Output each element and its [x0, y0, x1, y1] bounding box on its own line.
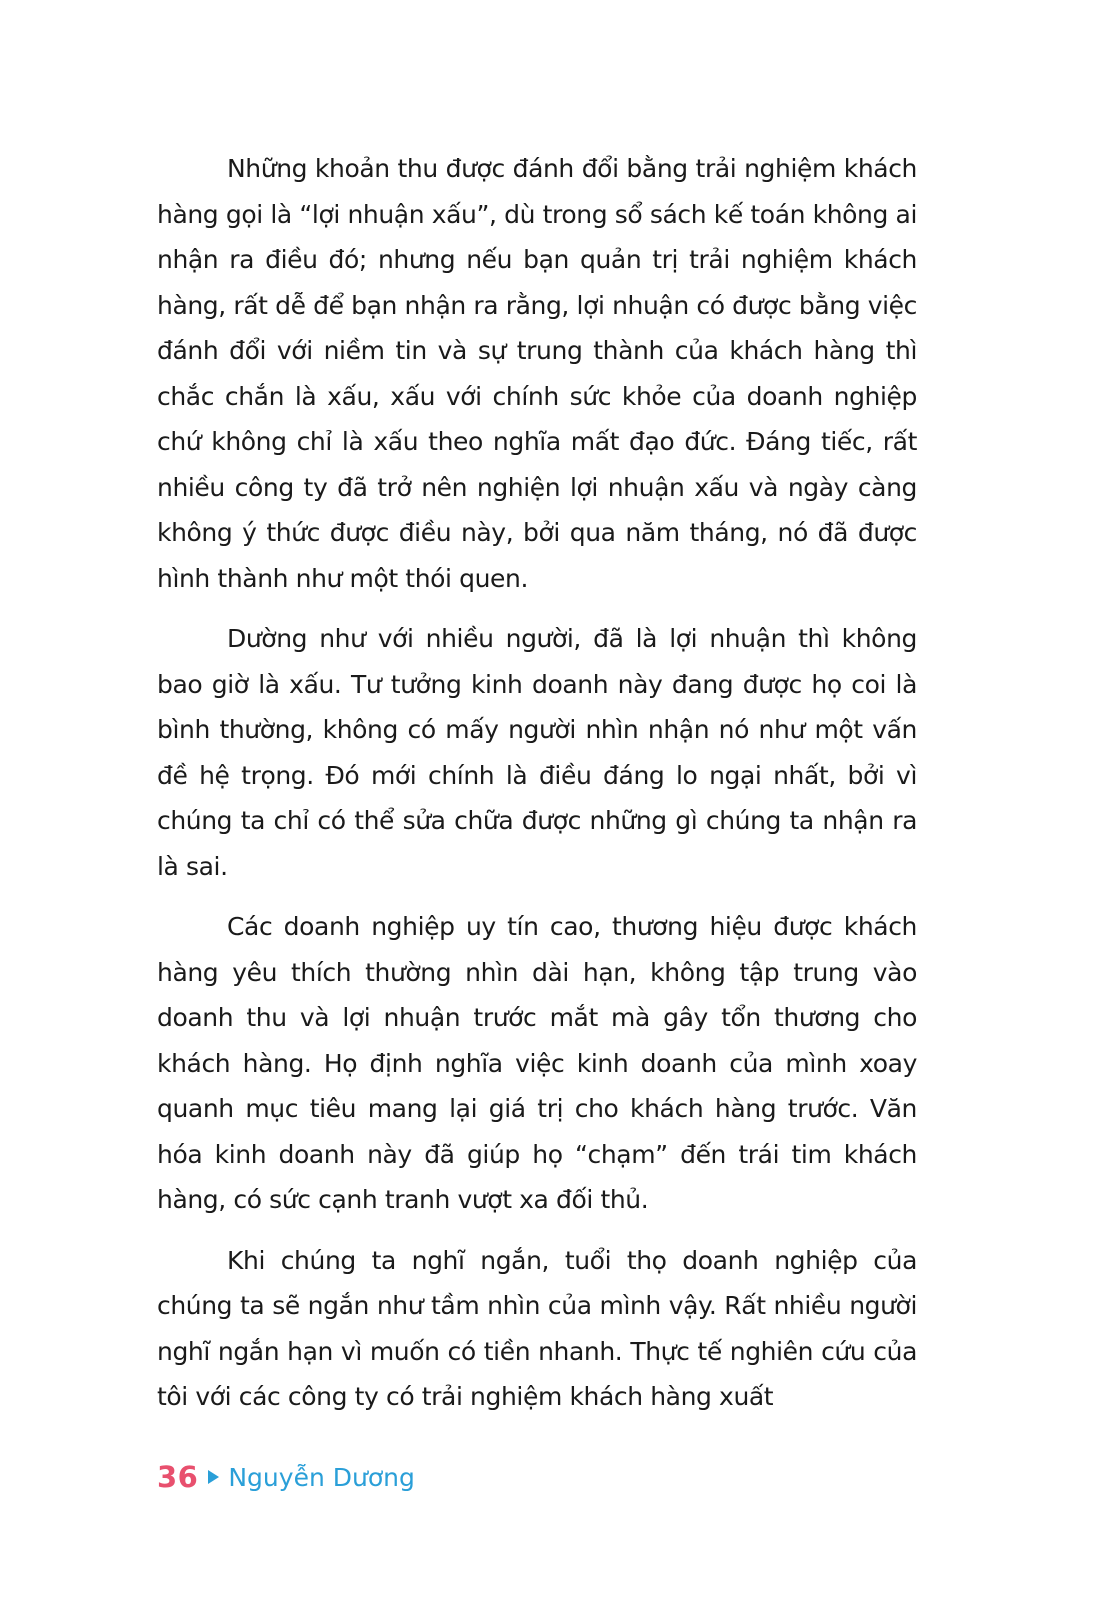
paragraph-2: Dường như với nhiều người, đã là lợi nhuận thì không bao giờ là xấu. Tư tưởng kinh doanh này đang được họ coi là bình thường, không có mấy người nhìn nhận nó như một vấn đề hệ trọng. Đó mới chính là điều đáng lo ngại nhất, bởi vì chúng ta chỉ có thể sửa chữa được những gì chúng ta nhận ra là sai.	[157, 624, 917, 881]
author-name: Nguyễn Dương	[228, 1462, 415, 1492]
page-footer	[157, 1460, 415, 1494]
paragraph-4: Khi chúng ta nghĩ ngắn, tuổi thọ doanh nghiệp của chúng ta sẽ ngắn như tầm nhìn của mình vậy. Rất nhiều người nghĩ ngắn hạn vì muốn có tiền nhanh. Thực tế nghiên cứu của tôi với các công ty có trải nghiệm khách hàng xuất	[157, 1245, 917, 1411]
body-text	[157, 146, 917, 1435]
paragraph-3: Các doanh nghiệp uy tín cao, thương hiệu được khách hàng yêu thích thường nhìn dài hạn, không tập trung vào doanh thu và lợi nhuận trước mắt mà gây tổn thương cho khách hàng. Họ định nghĩa việc kinh doanh của mình xoay quanh mục tiêu mang lại giá trị cho khách hàng trước. Văn hóa kinh doanh này đã giúp họ “chạm” đến trái tim khách hàng, có sức cạnh tranh vượt xa đối thủ.	[157, 912, 917, 1214]
triangle-right-icon	[208, 1470, 219, 1484]
paragraph-1: Những khoản thu được đánh đổi bằng trải nghiệm khách hàng gọi là “lợi nhuận xấu”, dù trong sổ sách kế toán không ai nhận ra điều đó; nhưng nếu bạn quản trị trải nghiệm khách hàng, rất dễ để bạn nhận ra rằng, lợi nhuận có được bằng việc đánh đổi với niềm tin và sự trung thành của khách hàng thì chắc chắn là xấu, xấu với chính sức khỏe của doanh nghiệp chứ không chỉ là xấu theo nghĩa mất đạo đức. Đáng tiếc, rất nhiều công ty đã trở nên nghiện lợi nhuận xấu và ngày càng không ý thức được điều này, bởi qua năm tháng, nó đã được hình thành như một thói quen.	[157, 154, 917, 593]
page-number: 36	[157, 1460, 199, 1494]
